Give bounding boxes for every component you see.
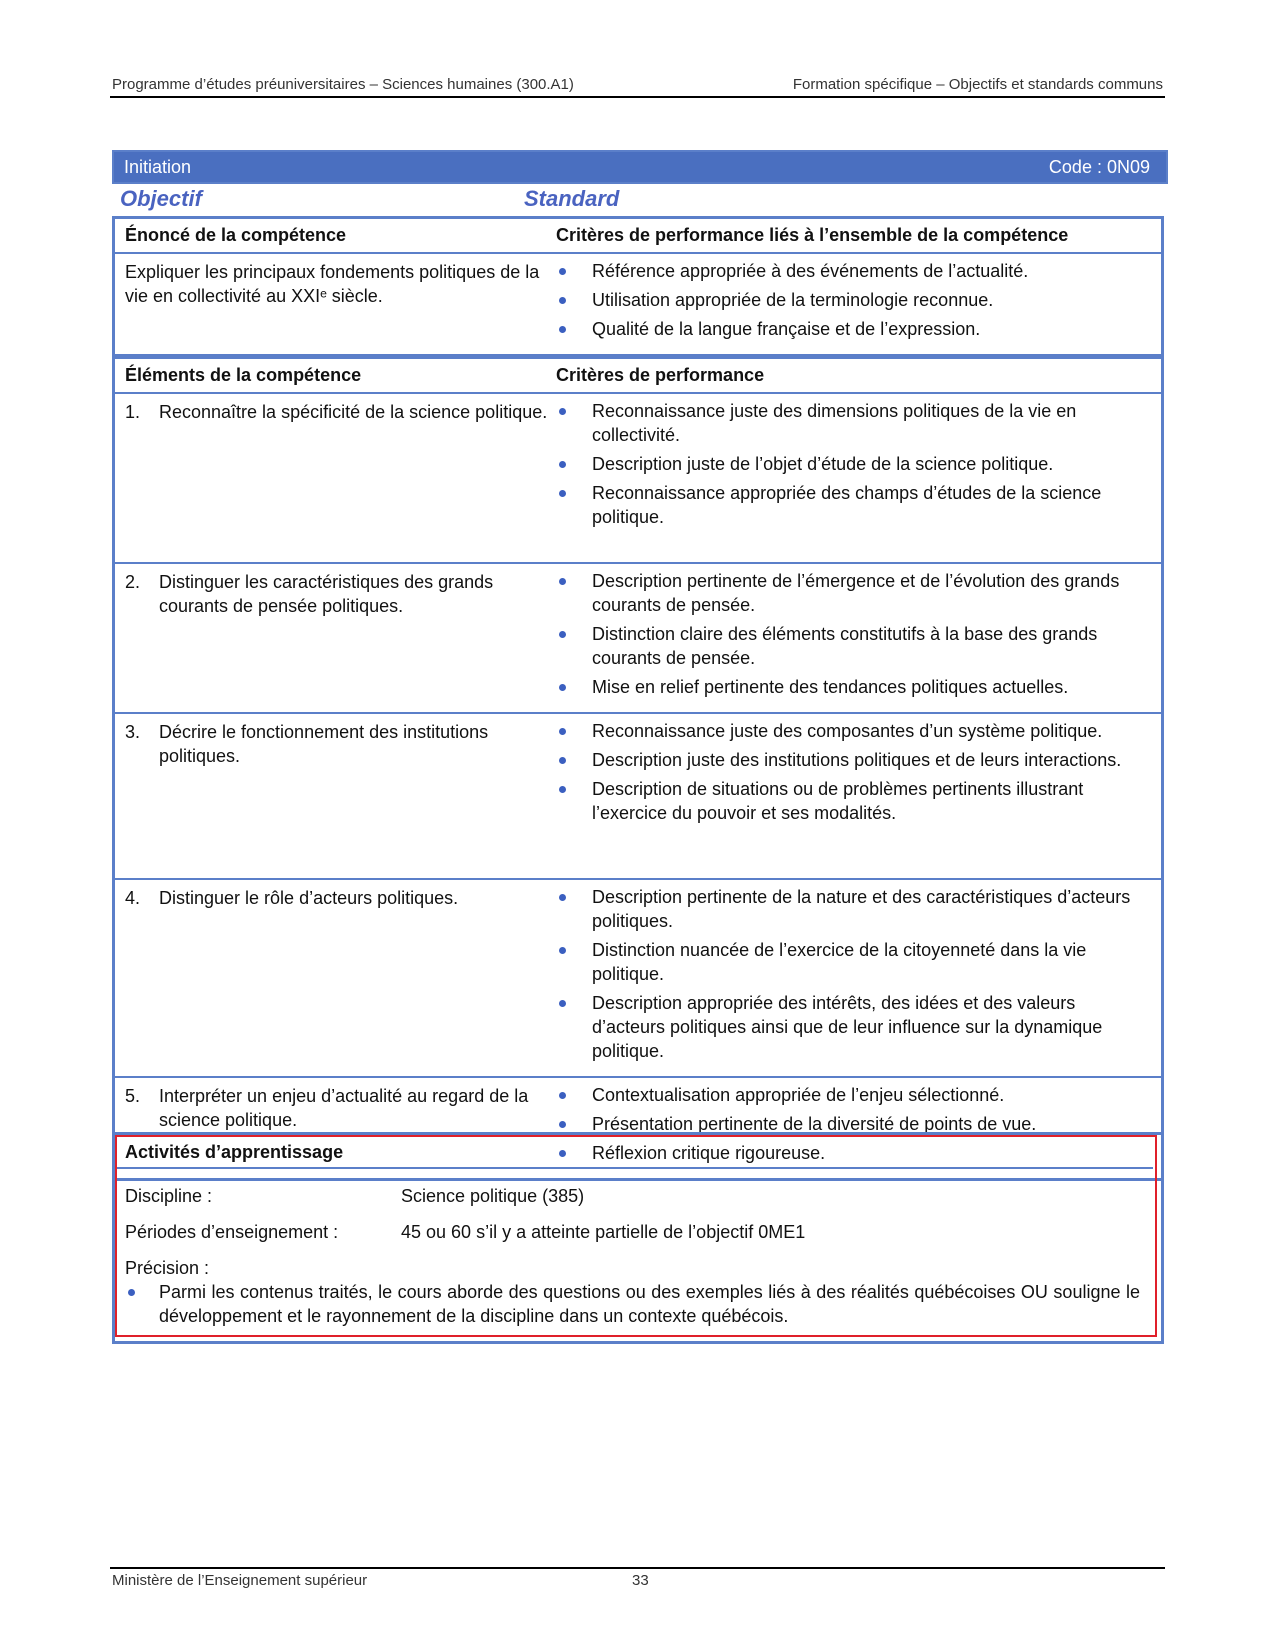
element-4-criteria — [556, 880, 1151, 1076]
list-item: Description juste des institutions politiques et de leurs interactions. — [556, 748, 1151, 772]
list-item: Description pertinente de l’émergence et de l’évolution des grands courants de pensée. — [556, 569, 1151, 617]
list-item: Description pertinente de la nature et des caractéristiques d’acteurs politiques. — [556, 885, 1151, 933]
list-item: Description juste de l’objet d’étude de la science politique. — [556, 452, 1151, 476]
table-row — [114, 393, 1163, 563]
bullet-icon — [556, 885, 592, 933]
table-row — [114, 713, 1163, 879]
list-item: Description appropriée des intérêts, des idées et des valeurs d’acteurs politiques ainsi que de leur influence sur la dynamique politique. — [556, 991, 1151, 1063]
bullet-icon — [556, 569, 592, 617]
element-2-criteria — [556, 564, 1151, 712]
element-5: 5. Interpréter un enjeu d’actualité au regard de la science politique. — [125, 1086, 529, 1130]
periods-value: 45 ou 60 s’il y a atteinte partielle de l’objectif 0ME1 — [401, 1222, 806, 1242]
table-row — [114, 879, 1163, 1077]
bullet-icon — [556, 622, 592, 670]
table-row — [114, 563, 1163, 713]
column-headings — [112, 184, 1164, 214]
bullet-icon — [556, 777, 592, 825]
header-section: Formation spécifique – Objectifs et standards communs — [792, 76, 1163, 93]
element-3-criteria — [556, 714, 1151, 838]
list-item: Utilisation appropriée de la terminologie reconnue. — [556, 288, 1151, 312]
competence-table — [112, 216, 1164, 357]
bullet-icon — [556, 991, 592, 1063]
competence-criteria-list — [556, 254, 1151, 354]
list-item: Qualité de la langue française et de l’expression. — [556, 317, 1151, 341]
list-item: Reconnaissance juste des composantes d’un système politique. — [556, 719, 1151, 743]
element-1: 1. Reconnaître la spécificité de la science politique. — [125, 402, 548, 422]
bullet-icon — [556, 675, 592, 699]
page-footer — [110, 1567, 1165, 1589]
standard-heading: Standard — [524, 186, 620, 211]
activities-divider — [117, 1167, 1153, 1169]
bullet-icon — [556, 748, 592, 772]
bullet-icon — [556, 481, 592, 529]
bullet-icon — [556, 452, 592, 476]
element-4: 4. Distinguer le rôle d’acteurs politiques. — [125, 888, 459, 908]
list-item: Contextualisation appropriée de l’enjeu sélectionné. — [556, 1083, 1151, 1107]
bullet-icon — [556, 399, 592, 447]
competence-statement-head: Énoncé de la compétence — [125, 225, 347, 245]
list-item: Distinction nuancée de l’exercice de la citoyenneté dans la vie politique. — [556, 938, 1151, 986]
bullet-icon — [556, 259, 592, 283]
bullet-icon — [556, 317, 592, 341]
list-item: Distinction claire des éléments constitutifs à la base des grands courants de pensée. — [556, 622, 1151, 670]
elements-criteria-head: Critères de performance — [556, 365, 765, 385]
header-program: Programme d’études préuniversitaires – Sciences humaines (300.A1) — [112, 76, 574, 93]
discipline-label: Discipline : — [125, 1186, 213, 1206]
course-code: Code : 0N09 — [1048, 157, 1150, 177]
precision-label: Précision : — [125, 1258, 210, 1278]
page-number: 33 — [632, 1572, 649, 1589]
course-title-bar — [112, 150, 1168, 184]
elements-head: Éléments de la compétence — [125, 365, 362, 385]
page-header — [110, 74, 1165, 98]
element-2: 2. Distinguer les caractéristiques des grands courants de pensée politiques. — [125, 572, 494, 616]
element-1-criteria — [556, 394, 1151, 542]
bullet-icon — [556, 719, 592, 743]
objectif-heading: Objectif — [120, 186, 202, 211]
periods-label: Périodes d’enseignement : — [125, 1222, 339, 1242]
list-item: Réflexion critique rigoureuse. — [556, 1141, 1151, 1165]
list-item: Description de situations ou de problèmes pertinents illustrant l’exercice du pouvoir et ses modalités. — [556, 777, 1151, 825]
bullet-icon — [125, 1280, 159, 1328]
precision-bullet: Parmi les contenus traités, le cours aborde des questions ou des exemples liés à des réalités québécoises OU souligne le développement et le rayonnement de la discipline dans un contexte québécois. — [125, 1280, 1140, 1328]
bullet-icon — [556, 938, 592, 986]
competence-statement: Expliquer les principaux fondements politiques de la vie en collectivité au XXIᵉ siècle. — [114, 253, 557, 356]
discipline-value: Science politique (385) — [401, 1186, 585, 1206]
competence-criteria-head: Critères de performance liés à l’ensemble de la compétence — [556, 225, 1069, 245]
course-title: Initiation — [124, 157, 192, 177]
footer-ministry: Ministère de l’Enseignement supérieur — [112, 1572, 368, 1589]
elements-table — [112, 356, 1164, 1181]
activities-title: Activités d’apprentissage — [125, 1142, 344, 1162]
bullet-icon — [556, 288, 592, 312]
list-item: Présentation pertinente de la diversité de points de vue. — [556, 1112, 1151, 1136]
list-item: Mise en relief pertinente des tendances politiques actuelles. — [556, 675, 1151, 699]
bullet-icon — [556, 1083, 592, 1107]
list-item: Reconnaissance appropriée des champs d’études de la science politique. — [556, 481, 1151, 529]
list-item: Référence appropriée à des événements de l’actualité. — [556, 259, 1151, 283]
element-3: 3. Décrire le fonctionnement des institutions politiques. — [125, 722, 489, 766]
list-item: Reconnaissance juste des dimensions politiques de la vie en collectivité. — [556, 399, 1151, 447]
